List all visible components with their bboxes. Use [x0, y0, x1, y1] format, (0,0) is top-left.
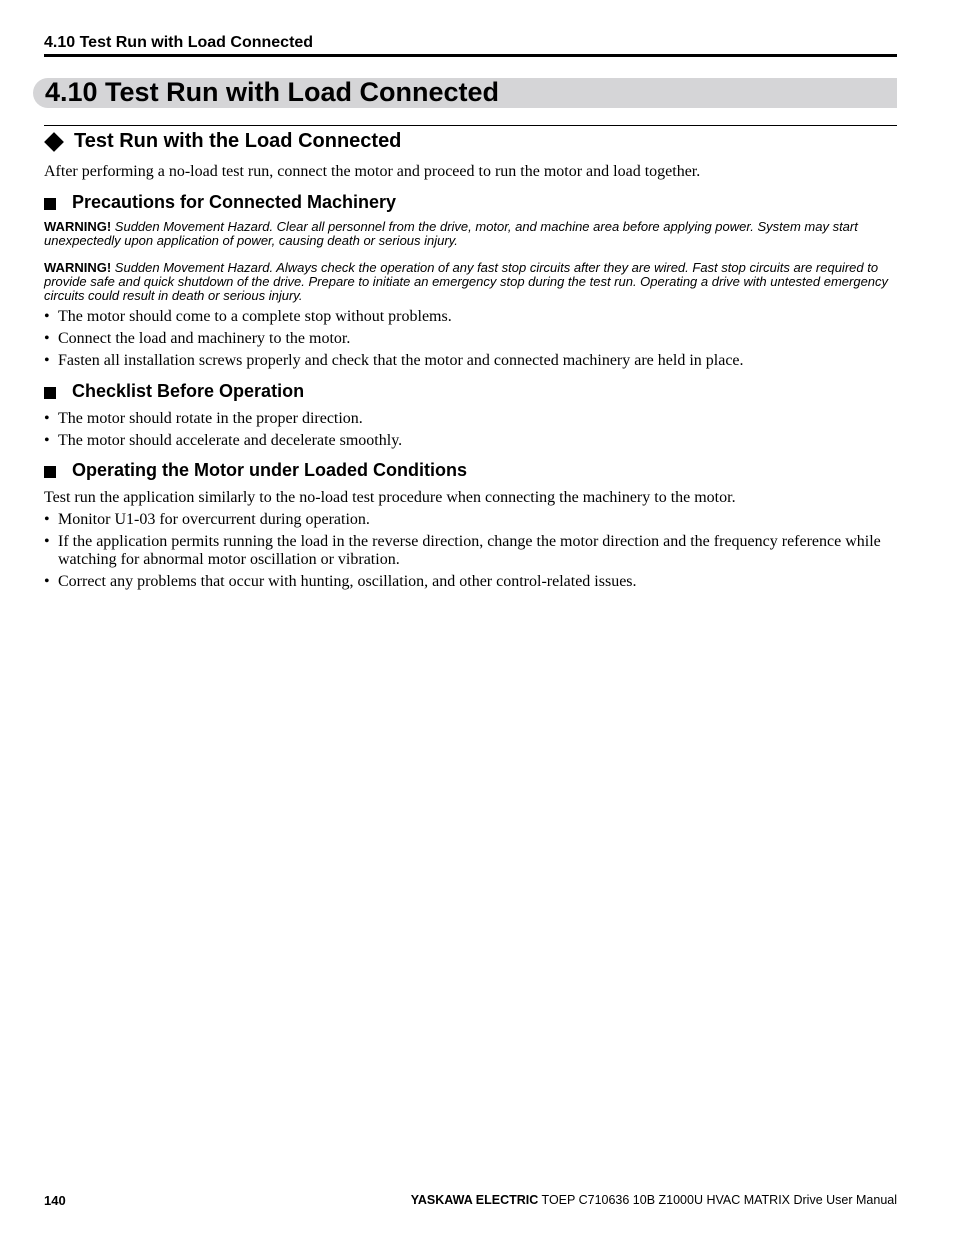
square-bullet-icon: [44, 387, 56, 399]
list-item: [44, 330, 897, 348]
checklist-list: [44, 410, 897, 454]
list-item-text: If the application permits running the load in the reverse direction, change the motor direction and the frequency reference while watching for abnormal motor oscillation or vibration.: [58, 533, 881, 568]
bullet-glyph: •: [44, 330, 50, 347]
warning-text: Sudden Movement Hazard. Clear all personnel from the drive, motor, and machine area before applying power. System may start unexpectedly upon application of power, causing death or serious injury.: [44, 219, 858, 248]
list-item: [44, 410, 897, 428]
list-item-text: Fasten all installation screws properly and check that the motor and connected machinery are held in place.: [58, 352, 744, 369]
subsection-title: Checklist Before Operation: [72, 381, 305, 401]
operating-list: [44, 511, 897, 595]
section-intro: After performing a no-load test run, connect the motor and proceed to run the motor and load together.: [44, 163, 701, 180]
precautions-list: [44, 308, 897, 374]
list-item: [44, 352, 897, 370]
footer-manual-title: [411, 1193, 897, 1207]
subsection-title: Operating the Motor under Loaded Conditions: [72, 460, 467, 480]
running-head: 4.10 Test Run with Load Connected: [44, 34, 314, 51]
warning-notice: [44, 220, 897, 248]
warning-notice: [44, 261, 897, 303]
warning-label: WARNING!: [44, 260, 112, 275]
header-rule: [44, 54, 897, 57]
diamond-bullet-icon: [44, 132, 64, 152]
chapter-title-bar: [33, 78, 897, 108]
bullet-glyph: •: [44, 533, 50, 550]
bullet-glyph: •: [44, 572, 50, 590]
list-item: [44, 511, 897, 529]
list-item: [44, 533, 897, 568]
bullet-glyph: •: [44, 308, 50, 325]
bullet-glyph: •: [44, 352, 50, 369]
list-item-text: The motor should rotate in the proper direction.: [58, 410, 363, 427]
list-item-text: The motor should accelerate and decelerate smoothly.: [58, 432, 403, 449]
section-rule: [44, 125, 897, 126]
list-item-text: Connect the load and machinery to the motor.: [58, 330, 351, 347]
list-item-text: The motor should come to a complete stop without problems.: [58, 308, 452, 325]
square-bullet-icon: [44, 466, 56, 478]
list-item-text: Monitor U1-03 for overcurrent during operation.: [58, 511, 370, 528]
subsection-title: Precautions for Connected Machinery: [72, 192, 397, 212]
list-item: [44, 308, 897, 326]
warning-label: WARNING!: [44, 219, 112, 234]
list-item: [44, 432, 897, 450]
footer-brand: YASKAWA ELECTRIC: [410, 1193, 539, 1207]
bullet-glyph: •: [44, 511, 50, 528]
section-title: Test Run with the Load Connected: [74, 130, 402, 152]
list-item: [44, 573, 897, 591]
operating-intro: Test run the application similarly to the no-load test procedure when connecting the machinery to the motor.: [44, 489, 736, 506]
list-item-text: Correct any problems that occur with hunting, oscillation, and other control-related issues.: [58, 572, 637, 590]
square-bullet-icon: [44, 198, 56, 210]
footer-manual: TOEP C710636 10B Z1000U HVAC MATRIX Drive User Manual: [541, 1193, 897, 1207]
chapter-title: 4.10 Test Run with Load Connected: [45, 77, 500, 107]
subsection-heading-operating: [44, 460, 467, 481]
section-heading: [44, 130, 401, 153]
subsection-heading-checklist: [44, 381, 304, 402]
bullet-glyph: •: [44, 432, 50, 449]
page-number: 140: [44, 1193, 66, 1208]
bullet-glyph: •: [44, 410, 50, 427]
warning-text: Sudden Movement Hazard. Always check the operation of any fast stop circuits after they are wired. Fast stop circuits are required to provide safe and quick shutdown of the drive. Prepare to initiate an emergency stop during the test run. Operating a drive with untested emergency circuits could result in death or serious injury.: [44, 260, 889, 303]
subsection-heading-precautions: [44, 192, 396, 213]
